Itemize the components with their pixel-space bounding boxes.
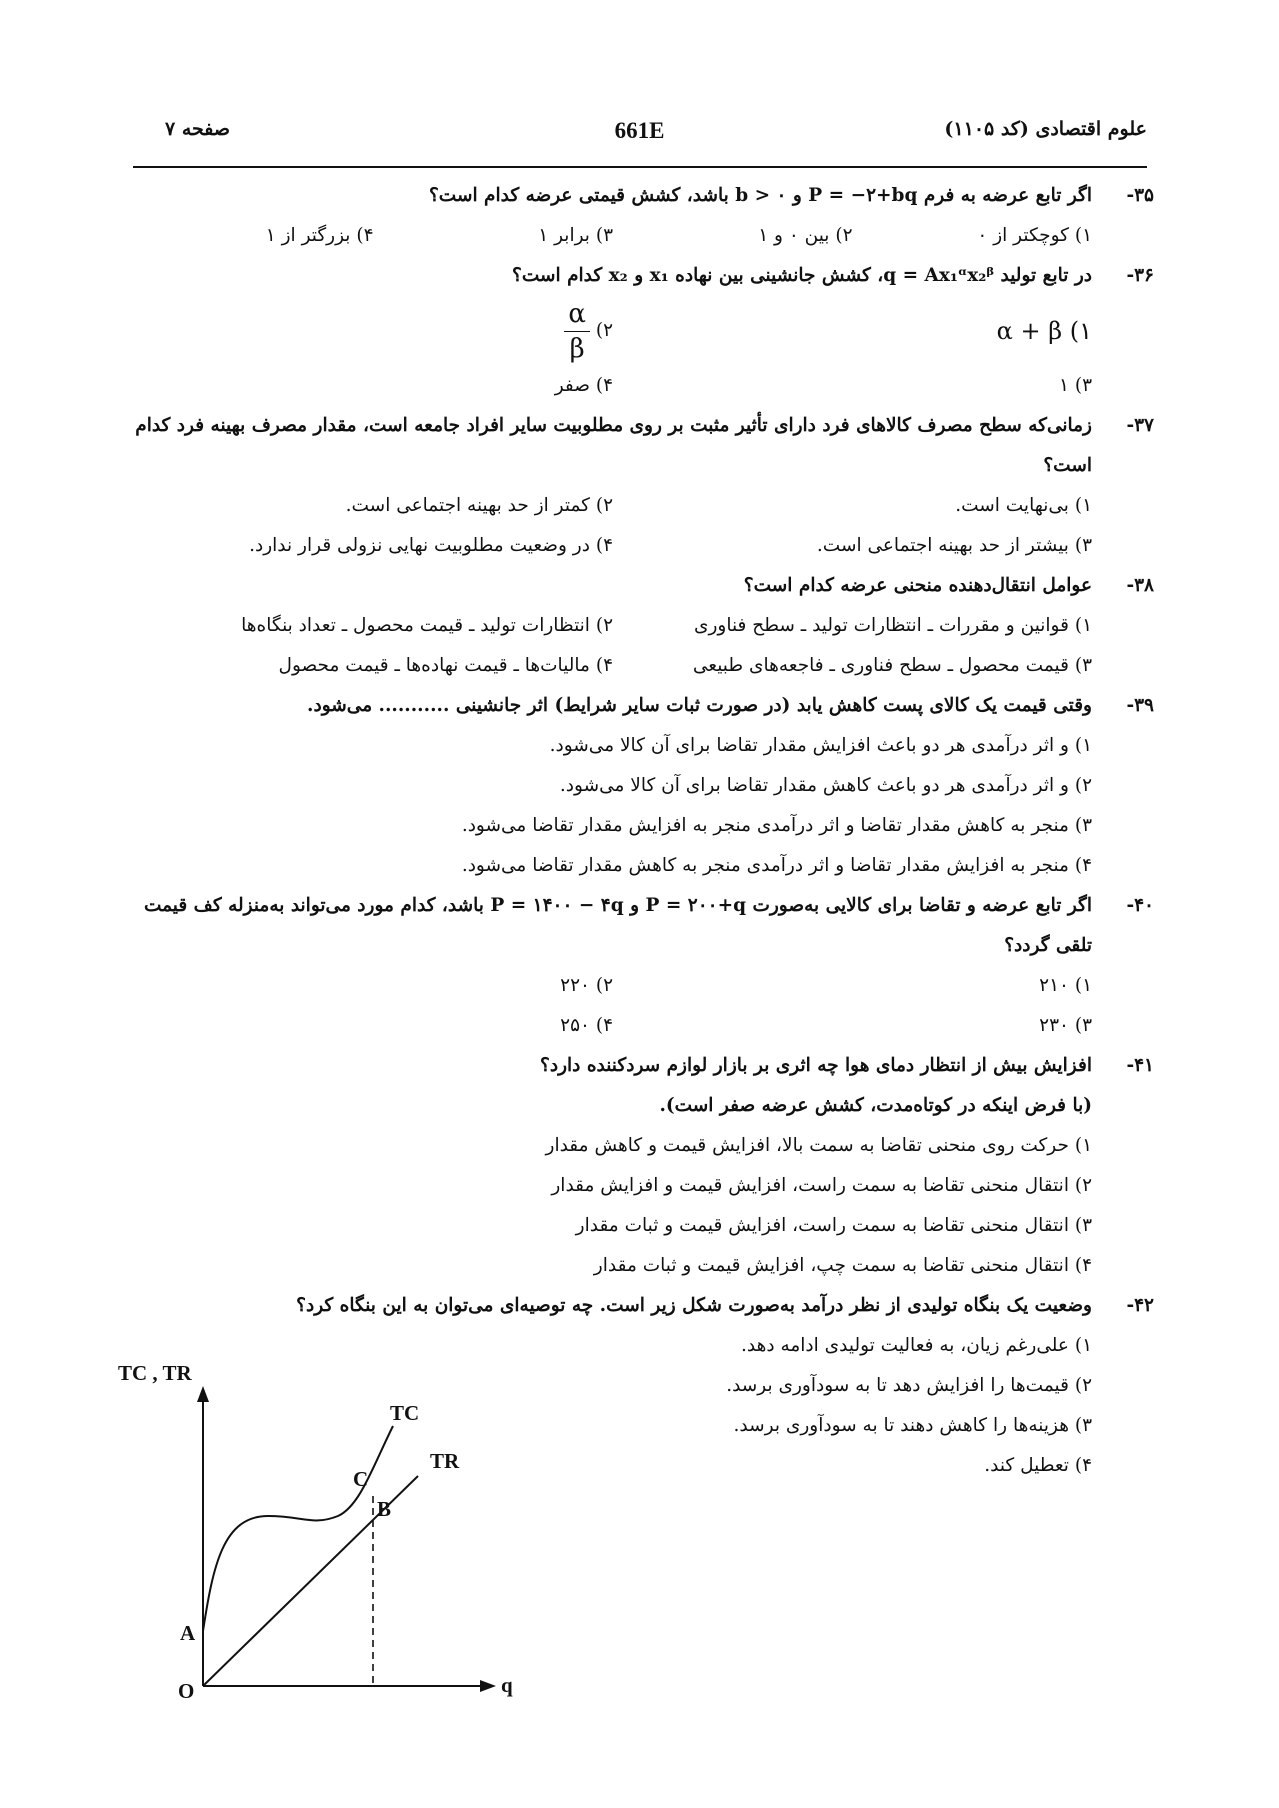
question-35 xyxy=(134,176,1154,256)
header-code: 661E xyxy=(614,118,665,143)
alpha-over-beta-fraction xyxy=(564,297,590,366)
question-text: زمانی‌که سطح مصرف کالاهای فرد دارای تأثیر مثبت بر روی مطلوبیت سایر افراد جامعه است، مقدار مصرف بهینه فرد کدام است؟ xyxy=(135,415,1092,476)
option-1[interactable]: ۱) و اثر درآمدی هر دو باعث افزایش مقدار تقاضا برای آن کالا می‌شود. xyxy=(549,735,1092,756)
option-4[interactable]: ۴) صفر xyxy=(554,375,613,396)
option-2[interactable]: ۲) انتظارات تولید ـ قیمت محصول ـ تعداد بنگاه‌ها xyxy=(241,615,613,636)
question-36 xyxy=(134,256,1154,406)
option-2[interactable]: ۲) ۲۲۰ xyxy=(560,975,613,996)
option-3[interactable]: ۳) ۲۳۰ xyxy=(1039,1015,1092,1036)
question-41 xyxy=(134,1046,1154,1286)
option-1[interactable]: ۱) علی‌رغم زیان، به فعالیت تولیدی ادامه دهد. xyxy=(740,1335,1092,1356)
option-2[interactable]: ۲) انتقال منحنی تقاضا به سمت راست، افزایش قیمت و افزایش مقدار xyxy=(551,1175,1092,1196)
question-text: وقتی قیمت یک کالای پست کاهش یابد (در صورت ثبات سایر شرایط) اثر جانشینی ........... می‌شود. xyxy=(307,695,1092,716)
fraction-denominator: β xyxy=(569,333,585,364)
tc-tr-figure xyxy=(118,1361,528,1706)
option-2[interactable]: ۲) قیمت‌ها را افزایش دهد تا به سودآوری برسد. xyxy=(726,1375,1092,1396)
option-4[interactable]: ۴) انتقال منحنی تقاضا به سمت چپ، افزایش قیمت و ثبات مقدار xyxy=(593,1255,1092,1276)
option-1[interactable]: ۱) حرکت روی منحنی تقاضا به سمت بالا، افزایش قیمت و کاهش مقدار xyxy=(545,1135,1092,1156)
option-4[interactable]: ۴) تعطیل کند. xyxy=(984,1455,1092,1476)
origin-label: O xyxy=(178,1679,195,1703)
options xyxy=(134,1126,1092,1286)
fraction-numerator: α xyxy=(564,297,590,332)
option-2[interactable]: ۲) و اثر درآمدی هر دو باعث کاهش مقدار تقاضا برای آن کالا می‌شود. xyxy=(559,775,1092,796)
y-axis-label: TC , TR xyxy=(118,1361,192,1385)
x-axis-label: q xyxy=(501,1673,513,1697)
option-4[interactable]: ۴) بزرگتر از ۱ xyxy=(265,225,374,246)
options xyxy=(134,216,1092,256)
options xyxy=(134,606,1092,686)
option-3[interactable]: ۳) منجر به کاهش مقدار تقاضا و اثر درآمدی منجر به افزایش مقدار تقاضا می‌شود. xyxy=(461,815,1092,836)
option-4[interactable]: ۴) ۲۵۰ xyxy=(560,1015,613,1036)
y-axis-arrow xyxy=(197,1386,209,1402)
option-3[interactable]: ۳) هزینه‌ها را کاهش دهند تا به سودآوری برسد. xyxy=(733,1415,1092,1436)
option-2[interactable] xyxy=(134,296,613,366)
question-number: ۴۰- xyxy=(1126,895,1154,916)
point-a-label: A xyxy=(180,1621,196,1645)
point-c-label: C xyxy=(353,1467,369,1491)
option-4[interactable]: ۴) در وضعیت مطلوبیت نهایی نزولی قرار ندارد. xyxy=(249,535,613,556)
question-38 xyxy=(134,566,1154,686)
question-text: عوامل انتقال‌دهنده منحنی عرضه کدام است؟ xyxy=(743,575,1092,596)
question-39 xyxy=(134,686,1154,886)
options xyxy=(134,486,1092,566)
option-2[interactable]: ۲) بین ۰ و ۱ xyxy=(758,225,853,246)
option-2[interactable]: ۲) کمتر از حد بهینه اجتماعی است. xyxy=(345,495,613,516)
options-row-2 xyxy=(134,366,1092,406)
question-number: ۳۹- xyxy=(1126,695,1154,716)
options xyxy=(134,296,1092,366)
x-axis-arrow xyxy=(480,1680,496,1692)
question-number: ۳۷- xyxy=(1126,415,1154,436)
option-4[interactable]: ۴) منجر به افزایش مقدار تقاضا و اثر درآمدی منجر به کاهش مقدار تقاضا می‌شود. xyxy=(461,855,1092,876)
option-1[interactable]: ۱) بی‌نهایت است. xyxy=(955,495,1092,516)
option-3[interactable]: ۳) ۱ xyxy=(1059,375,1092,396)
question-number: ۴۱- xyxy=(1126,1055,1154,1076)
option-1[interactable]: ۱) ۲۱۰ xyxy=(1039,975,1092,996)
options xyxy=(134,726,1092,886)
question-subtext: (با فرض اینکه در کوتاه‌مدت، کشش عرضه صفر است). xyxy=(659,1095,1092,1116)
options xyxy=(134,966,1092,1046)
question-number: ۳۵- xyxy=(1126,185,1154,206)
option-2-number: ۲) xyxy=(595,320,613,341)
question-number: ۳۶- xyxy=(1126,265,1154,286)
option-1[interactable]: ۱) کوچکتر از ۰ xyxy=(977,225,1092,246)
question-text: اگر تابع عرضه به فرم P = −۲+bq و b > ۰ باشد، کشش قیمتی عرضه کدام است؟ xyxy=(428,185,1092,206)
question-40 xyxy=(134,886,1154,1046)
question-text: در تابع تولید q = Ax₁ᵅx₂ᵝ، کشش جانشینی بین نهاده x₁ و x₂ کدام است؟ xyxy=(512,265,1092,286)
option-3[interactable]: ۳) بیشتر از حد بهینه اجتماعی است. xyxy=(816,535,1092,556)
option-4[interactable]: ۴) مالیات‌ها ـ قیمت نهاده‌ها ـ قیمت محصول xyxy=(278,655,613,676)
header-page-number: صفحه ۷ xyxy=(165,118,231,140)
question-text: اگر تابع عرضه و تقاضا برای کالایی به‌صورت P = ۲۰۰+q و P = ۱۴۰۰ − ۴q باشد، کدام مورد می‌تواند به‌منزله کف قیمت تلقی گردد؟ xyxy=(143,895,1092,956)
question-text: وضعیت یک بنگاه تولیدی از نظر درآمد به‌صورت شکل زیر است. چه توصیه‌ای می‌توان به این بنگاه کرد؟ xyxy=(296,1295,1092,1316)
question-number: ۴۲- xyxy=(1126,1295,1154,1316)
header-rule xyxy=(133,166,1147,168)
point-b-label: B xyxy=(377,1497,392,1521)
question-text: افزایش بیش از انتظار دمای هوا چه اثری بر بازار لوازم سردکننده دارد؟ xyxy=(540,1055,1092,1076)
question-number: ۳۸- xyxy=(1126,575,1154,596)
option-3[interactable]: ۳) قیمت محصول ـ سطح فناوری ـ فاجعه‌های طبیعی xyxy=(692,655,1092,676)
question-37 xyxy=(134,406,1154,566)
header-subject: علوم اقتصادی (کد ۱۱۰۵) xyxy=(944,118,1147,140)
option-3[interactable]: ۳) برابر ۱ xyxy=(538,225,613,246)
tr-line-label: TR xyxy=(430,1449,460,1473)
tc-curve-label: TC xyxy=(390,1401,420,1425)
option-1[interactable]: ۱) قوانین و مقررات ـ انتظارات تولید ـ سطح فناوری xyxy=(693,615,1092,636)
option-1[interactable]: ۱) α + β xyxy=(996,317,1092,345)
questions-list xyxy=(134,176,1154,1486)
option-3[interactable]: ۳) انتقال منحنی تقاضا به سمت راست، افزایش قیمت و ثبات مقدار xyxy=(575,1215,1092,1236)
